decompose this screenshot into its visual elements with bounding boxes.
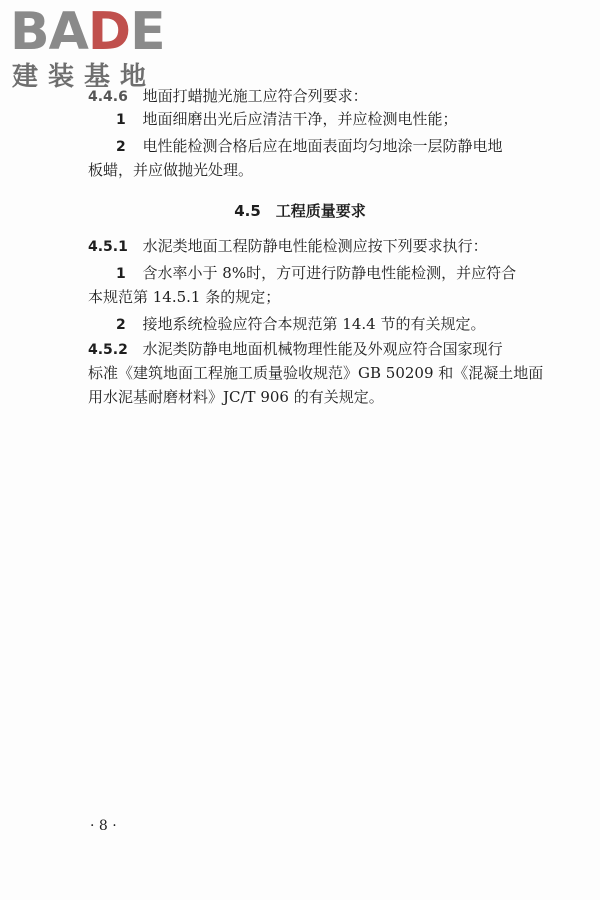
clause-4-5-2-line-3: 用水泥基耐磨材料》JC/T 906 的有关规定。 [88,388,384,406]
clause-text: 水泥类防静电地面机械物理性能及外观应符合国家现行 [142,340,503,358]
clause-4-4-6-item-2 [116,136,503,157]
clause-4-5-1-item-1 [116,263,516,284]
clause-4-5-1-item-2 [116,314,485,335]
clause-text: 水泥类地面工程防静电性能检测应按下列要求执行： [142,237,488,255]
section-heading: 4.5 工程质量要求 [234,202,366,220]
clause-4-4-6 [88,86,368,107]
item-number: 2 [116,139,126,155]
bade-logo [10,2,180,96]
item-number: 2 [116,317,126,333]
clause-text: 地面打蜡抛光施工应符合列要求： [142,87,368,105]
logo-text-accent: D [87,2,131,62]
logo-text-suffix: E [130,2,165,62]
logo-subtitle: 建装基地 [12,62,157,92]
page-number: · 8 · [90,818,117,834]
item-text: 电性能检测合格后应在地面表面均匀地涂一层防静电地 [142,137,503,155]
clause-4-4-6-item-1 [116,109,458,130]
logo-text-prefix: BA [10,2,88,62]
item-text: 含水率小于 8%时，方可进行防静电性能检测，并应符合 [142,264,517,282]
item-number: 1 [116,112,126,128]
item-text: 地面细磨出光后应清洁干净，并应检测电性能； [142,110,458,128]
clause-4-5-2 [88,339,503,360]
clause-number: 4.4.6 [88,89,128,105]
item-number: 1 [116,266,126,282]
item-text: 接地系统检验应符合本规范第 14.4 节的有关规定。 [142,315,486,333]
clause-number: 4.5.2 [88,342,128,358]
clause-4-5-2-line-2: 标准《建筑地面工程施工质量验收规范》GB 50209 和《混凝土地面 [88,364,544,382]
clause-4-5-1 [88,236,488,257]
clause-4-4-6-item-2-cont: 板蜡，并应做抛光处理。 [88,161,254,179]
clause-number: 4.5.1 [88,239,128,255]
logo-wordmark [10,2,165,62]
clause-4-5-1-item-1-cont: 本规范第 14.5.1 条的规定； [88,288,281,306]
